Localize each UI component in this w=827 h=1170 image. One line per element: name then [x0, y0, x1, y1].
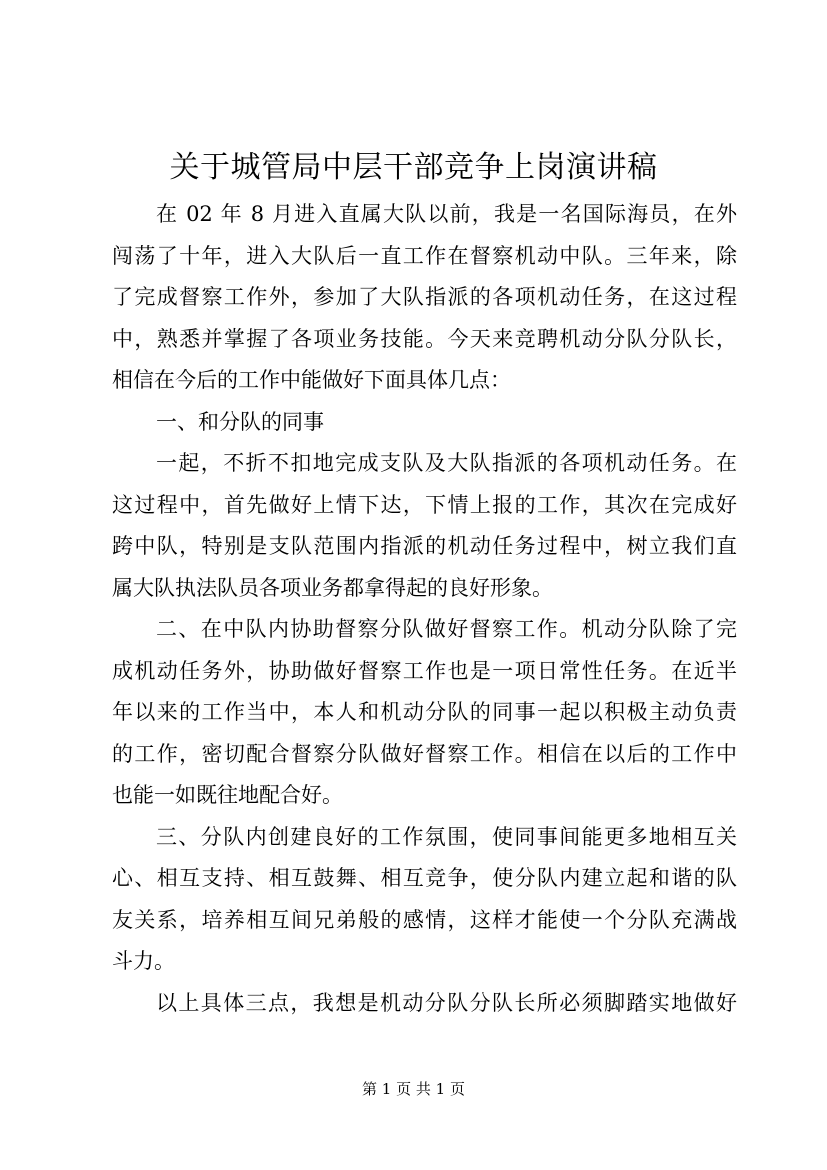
text-line: 属大队执法队员各项业务都拿得起的良好形象。: [112, 575, 553, 600]
page-footer: 第 1 页 共 1 页: [362, 1080, 465, 1098]
text-line: 二、在中队内协助督察分队做好督察工作。机动分队除了完: [156, 617, 737, 641]
text-line: 也能一如既往地配合好。: [112, 783, 343, 807]
text-line: 心、相互支持、相互鼓舞、相互竞争，使分队内建立起和谐的队: [112, 866, 737, 890]
text-line: 相信在今后的工作中能做好下面具体几点：: [112, 368, 511, 392]
text-line: 了完成督察工作外，参加了大队指派的各项机动任务，在这过程: [112, 285, 737, 309]
text-line: 的工作，密切配合督察分队做好督察工作。相信在以后的工作中: [112, 741, 737, 766]
text-line: 这过程中，首先做好上情下达，下情上报的工作，其次在完成好: [112, 492, 737, 517]
text-line: 以上具体三点，我想是机动分队分队长所必须脚踏实地做好: [156, 990, 737, 1015]
document-title: 关于城管局中层干部竞争上岗演讲稿: [169, 150, 658, 185]
text-line: 友关系，培养相互间兄弟般的感情，这样才能使一个分队充满战: [112, 907, 737, 932]
text-line: 跨中队，特别是支队范围内指派的机动任务过程中，树立我们直: [112, 534, 737, 558]
text-line: 斗力。: [112, 949, 175, 973]
text-line: 在 02 年 8 月进入直属大队以前，我是一名国际海员，在外: [156, 202, 737, 226]
text-line: 年以来的工作当中，本人和机动分队的同事一起以积极主动负责: [112, 700, 737, 724]
section-heading: 一、和分队的同事: [156, 409, 324, 434]
text-line: 一起，不折不扣地完成支队及大队指派的各项机动任务。在: [156, 451, 737, 475]
document-body: [112, 194, 737, 1024]
text-line: 三、分队内创建良好的工作氛围，使同事间能更多地相互关: [156, 824, 737, 849]
text-line: 成机动任务外，协助做好督察工作也是一项日常性任务。在近半: [112, 658, 737, 683]
text-line: 闯荡了十年，进入大队后一直工作在督察机动中队。三年来，除: [112, 243, 737, 268]
text-line: 中，熟悉并掌握了各项业务技能。今天来竞聘机动分队分队长，: [112, 326, 737, 351]
